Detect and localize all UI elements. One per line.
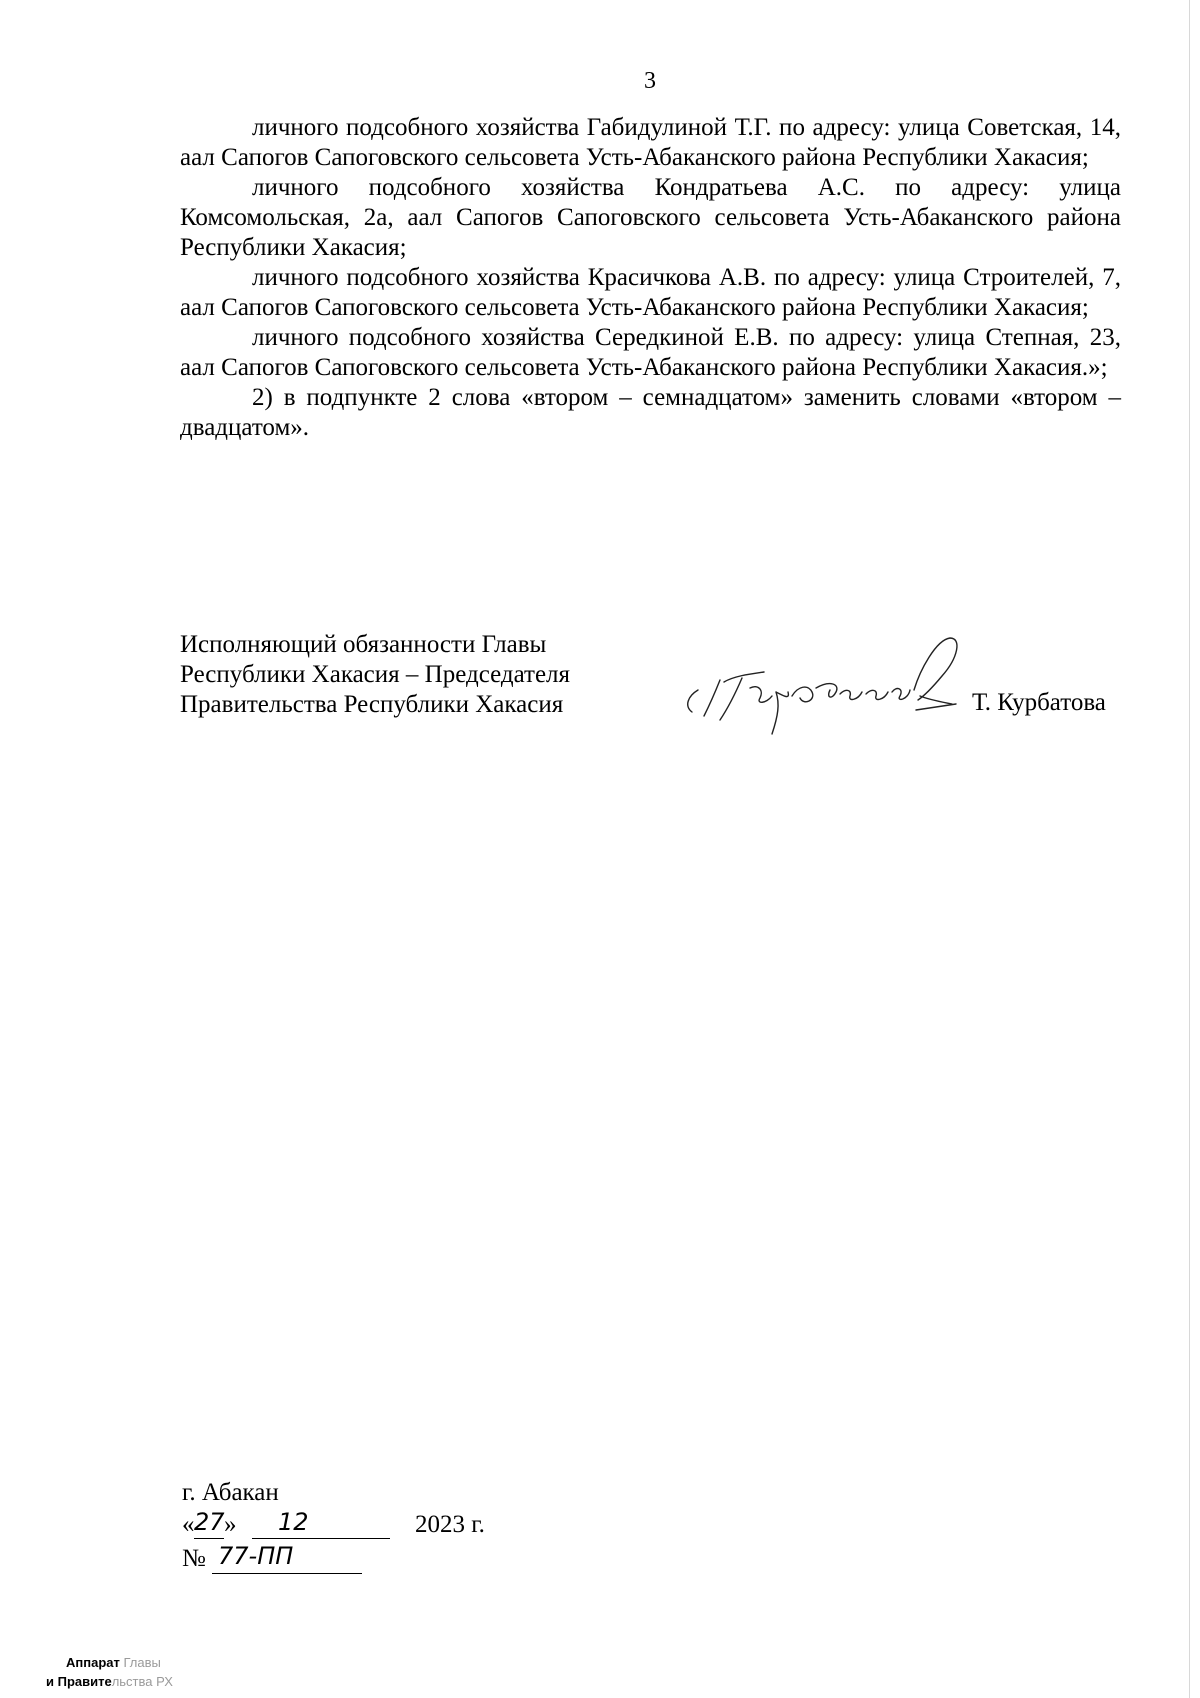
stamp-line-1: Аппарат Главы <box>66 1655 161 1670</box>
date-day-handwritten: 27 <box>194 1508 225 1536</box>
document-number-handwritten: 77-ПП <box>218 1542 294 1570</box>
date-line <box>182 1508 502 1542</box>
number-label: № <box>182 1545 206 1572</box>
signatory-title-line: Правительства Республики Хакасия <box>180 691 564 718</box>
number-underline <box>212 1573 362 1574</box>
signatory-title-line: Республики Хакасия – Председателя <box>180 661 571 688</box>
body-text <box>180 113 1121 443</box>
date-open-quote: « <box>182 1511 195 1538</box>
date-year: 2023 г. <box>415 1511 485 1538</box>
signatory-title-line: Исполняющий обязанности Главы <box>180 631 547 658</box>
place-of-signing: г. Абакан <box>182 1479 279 1506</box>
page-number: 3 <box>644 68 656 94</box>
stamp-line-2: и Правительства РХ <box>46 1674 173 1689</box>
paragraph-seredkina: личного подсобного хозяйства Середкиной Е.В. по адресу: улица Степная, 23, аал Сапогов Сапоговского сельсовета Усть-Абаканского района Республики Хакасия.»; <box>180 324 1121 381</box>
signatory-name: Т. Курбатова <box>972 689 1106 716</box>
date-close-quote: » <box>224 1511 237 1538</box>
office-stamp <box>46 1653 206 1691</box>
date-month-handwritten: 12 <box>278 1508 309 1536</box>
paragraph-gabidulina: личного подсобного хозяйства Габидулиной Т.Г. по адресу: улица Советская, 14, аал Сапогов Сапоговского сельсовета Усть-Абаканского района Республики Хакасия; <box>180 114 1121 171</box>
paragraph-kondratiev: личного подсобного хозяйства Кондратьева А.С. по адресу: улица Комсомольская, 2а, аал Сапогов Сапоговского сельсовета Усть-Абаканского района Республики Хакасия; <box>180 174 1121 261</box>
document-number-line <box>182 1542 402 1576</box>
handwritten-signature <box>680 630 1000 740</box>
scan-edge-line <box>1189 0 1190 1698</box>
signatory-title <box>180 630 740 720</box>
paragraph-krasichkov: личного подсобного хозяйства Красичкова А.В. по адресу: улица Строителей, 7, аал Сапогов Сапоговского сельсовета Усть-Абаканского района Республики Хакасия; <box>180 264 1121 321</box>
paragraph-subpoint-2: 2) в подпункте 2 слова «втором – семнадцатом» заменить словами «втором – двадцатом». <box>180 384 1121 441</box>
